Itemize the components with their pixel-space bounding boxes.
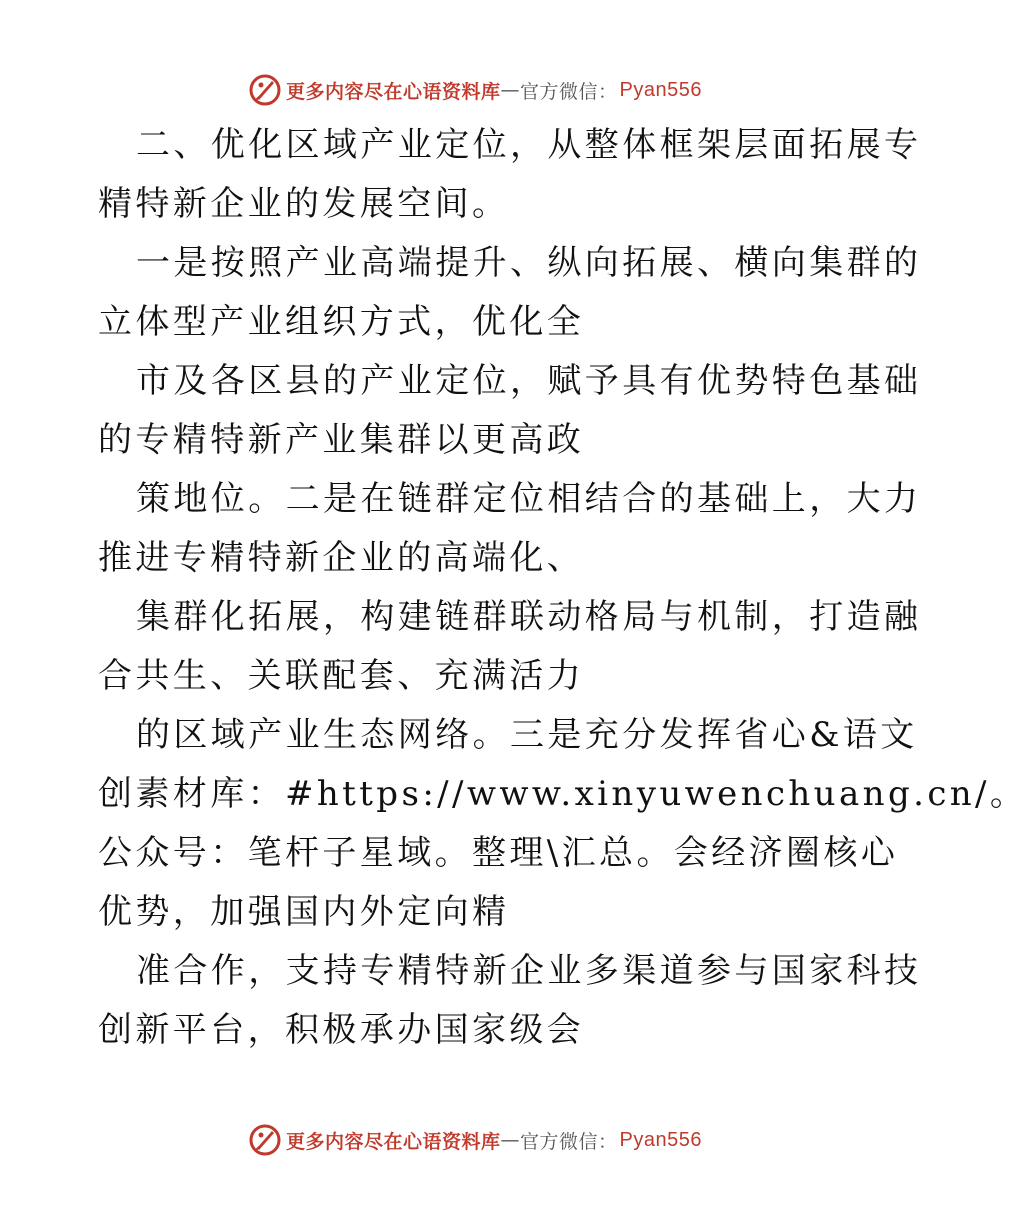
body-line: 创新平台，积极承办国家级会 (98, 1010, 585, 1050)
footer-watermark (0, 1120, 950, 1160)
body-line: 优势，加强国内外定向精 (98, 892, 510, 932)
footer-wechat-id: Pyan556 (619, 1128, 702, 1151)
body-line: 精特新企业的发展空间。 (98, 184, 510, 224)
body-line: 策地位。二是在链群定位相结合的基础上，大力 (136, 479, 922, 519)
header-watermark (0, 70, 950, 110)
footer-separator: — (500, 1129, 521, 1151)
body-line: 的专精特新产业集群以更高政 (98, 420, 585, 460)
body-line: 合共生、关联配套、充满活力 (98, 656, 585, 696)
body-line: 准合作，支持专精特新企业多渠道参与国家科技 (136, 951, 922, 991)
body-line: 推进专精特新企业的高端化、 (98, 538, 585, 578)
header-wechat-id: Pyan556 (619, 78, 702, 101)
body-line: 的区域产业生态网络。三是充分发挥省心&语文 (136, 715, 918, 755)
footer-wechat-label: 官方微信： (520, 1130, 618, 1153)
footer-brand-text: 更多内容尽在心语资料库 (286, 1130, 501, 1153)
quill-pen-logo-icon (248, 73, 282, 107)
body-line: 一是按照产业高端提升、纵向拓展、横向集群的 (136, 243, 922, 283)
body-line: 二、优化区域产业定位，从整体框架层面拓展专 (136, 125, 922, 165)
header-wechat-label: 官方微信： (520, 80, 618, 103)
header-separator: — (500, 79, 521, 101)
body-line: 创素材库：#https://www.xinyuwenchuang.cn/。 (98, 774, 1027, 814)
quill-pen-logo-icon (248, 1123, 282, 1157)
document-body (98, 116, 1027, 1060)
body-line: 集群化拓展，构建链群联动格局与机制，打造融 (136, 597, 922, 637)
body-line: 市及各区县的产业定位，赋予具有优势特色基础 (136, 361, 922, 401)
body-line: 公众号：笔杆子星域。整理\汇总。会经济圈核心 (98, 833, 899, 873)
body-line: 立体型产业组织方式，优化全 (98, 302, 585, 342)
header-brand-text: 更多内容尽在心语资料库 (286, 80, 501, 103)
